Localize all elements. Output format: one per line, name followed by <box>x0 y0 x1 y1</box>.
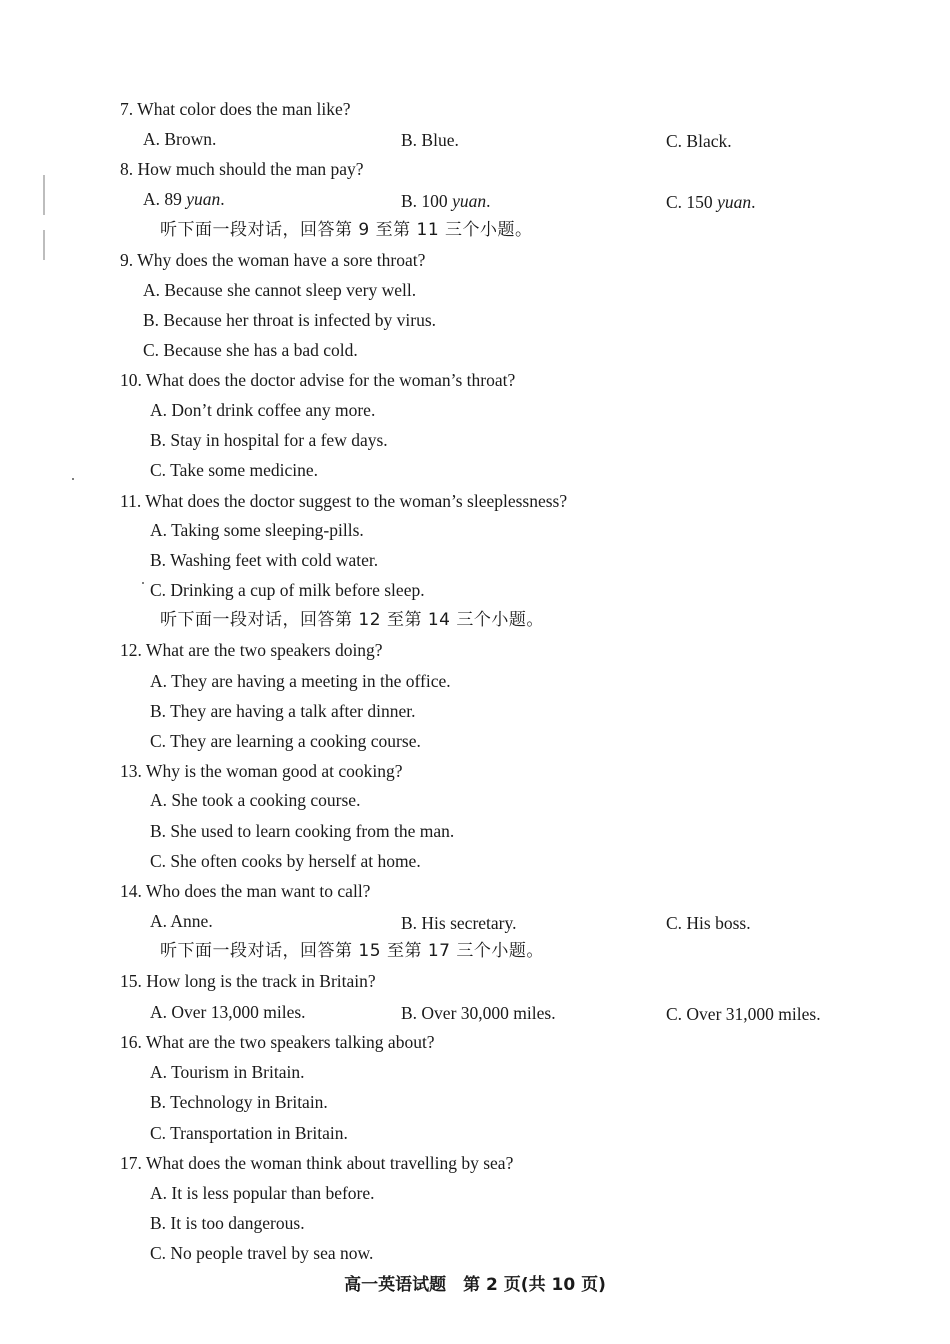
option-14c: C. His boss. <box>666 913 751 933</box>
option-17a: A. It is less popular than before. <box>150 1183 375 1203</box>
option-11c: C. Drinking a cup of milk before sleep. <box>150 580 425 600</box>
scan-artifact <box>142 582 144 584</box>
option-9c: C. Because she has a bad cold. <box>143 340 358 360</box>
question-14: 14. Who does the man want to call? <box>120 881 371 901</box>
option-9b: B. Because her throat is infected by virus. <box>143 310 437 330</box>
option-7a: A. Brown. <box>143 129 217 149</box>
option-8a: A. 89 yuan. <box>143 189 225 209</box>
option-14a: A. Anne. <box>150 911 213 931</box>
option-10c: C. Take some medicine. <box>150 460 319 480</box>
scan-artifact <box>43 230 45 260</box>
question-13: 13. Why is the woman good at cooking? <box>120 761 403 781</box>
option-8c: C. 150 yuan. <box>666 192 756 212</box>
scan-artifact <box>72 478 74 480</box>
option-14b: B. His secretary. <box>401 913 517 933</box>
question-12: 12. What are the two speakers doing? <box>120 640 383 660</box>
question-8: 8. How much should the man pay? <box>120 159 364 179</box>
option-9a: A. Because she cannot sleep very well. <box>143 280 417 300</box>
scan-artifact <box>43 175 45 215</box>
question-15: 15. How long is the track in Britain? <box>120 971 376 991</box>
instruction-15-17: 听下面一段对话，回答第 15 至第 17 三个小题。 <box>160 941 544 961</box>
question-16: 16. What are the two speakers talking about? <box>120 1032 435 1052</box>
question-7: 7. What color does the man like? <box>120 99 351 119</box>
option-15b: B. Over 30,000 miles. <box>401 1003 556 1023</box>
option-17b: B. It is too dangerous. <box>150 1213 305 1233</box>
option-8b: B. 100 yuan. <box>401 191 491 211</box>
option-13a: A. She took a cooking course. <box>150 790 361 810</box>
option-10a: A. Don’t drink coffee any more. <box>150 400 376 420</box>
page-footer: 高一英语试题 第 2 页(共 10 页) <box>344 1275 606 1295</box>
option-12a: A. They are having a meeting in the office. <box>150 671 451 691</box>
option-7c: C. Black. <box>666 131 732 151</box>
option-16c: C. Transportation in Britain. <box>150 1123 348 1143</box>
option-16b: B. Technology in Britain. <box>150 1092 328 1112</box>
option-17c: C. No people travel by sea now. <box>150 1243 374 1263</box>
option-12c: C. They are learning a cooking course. <box>150 731 421 751</box>
option-13b: B. She used to learn cooking from the man. <box>150 821 455 841</box>
option-10b: B. Stay in hospital for a few days. <box>150 430 388 450</box>
option-13c: C. She often cooks by herself at home. <box>150 851 421 871</box>
instruction-9-11: 听下面一段对话，回答第 9 至第 11 三个小题。 <box>160 220 533 240</box>
option-7b: B. Blue. <box>401 130 459 150</box>
option-16a: A. Tourism in Britain. <box>150 1062 305 1082</box>
option-11a: A. Taking some sleeping-pills. <box>150 520 364 540</box>
question-10: 10. What does the doctor advise for the woman’s throat? <box>120 370 516 390</box>
instruction-12-14: 听下面一段对话，回答第 12 至第 14 三个小题。 <box>160 610 544 630</box>
option-11b: B. Washing feet with cold water. <box>150 550 379 570</box>
option-12b: B. They are having a talk after dinner. <box>150 701 416 721</box>
question-11: 11. What does the doctor suggest to the woman’s sleeplessness? <box>120 491 568 511</box>
question-9: 9. Why does the woman have a sore throat? <box>120 250 426 270</box>
option-15c: C. Over 31,000 miles. <box>666 1004 821 1024</box>
question-17: 17. What does the woman think about travelling by sea? <box>120 1153 514 1173</box>
option-15a: A. Over 13,000 miles. <box>150 1002 306 1022</box>
